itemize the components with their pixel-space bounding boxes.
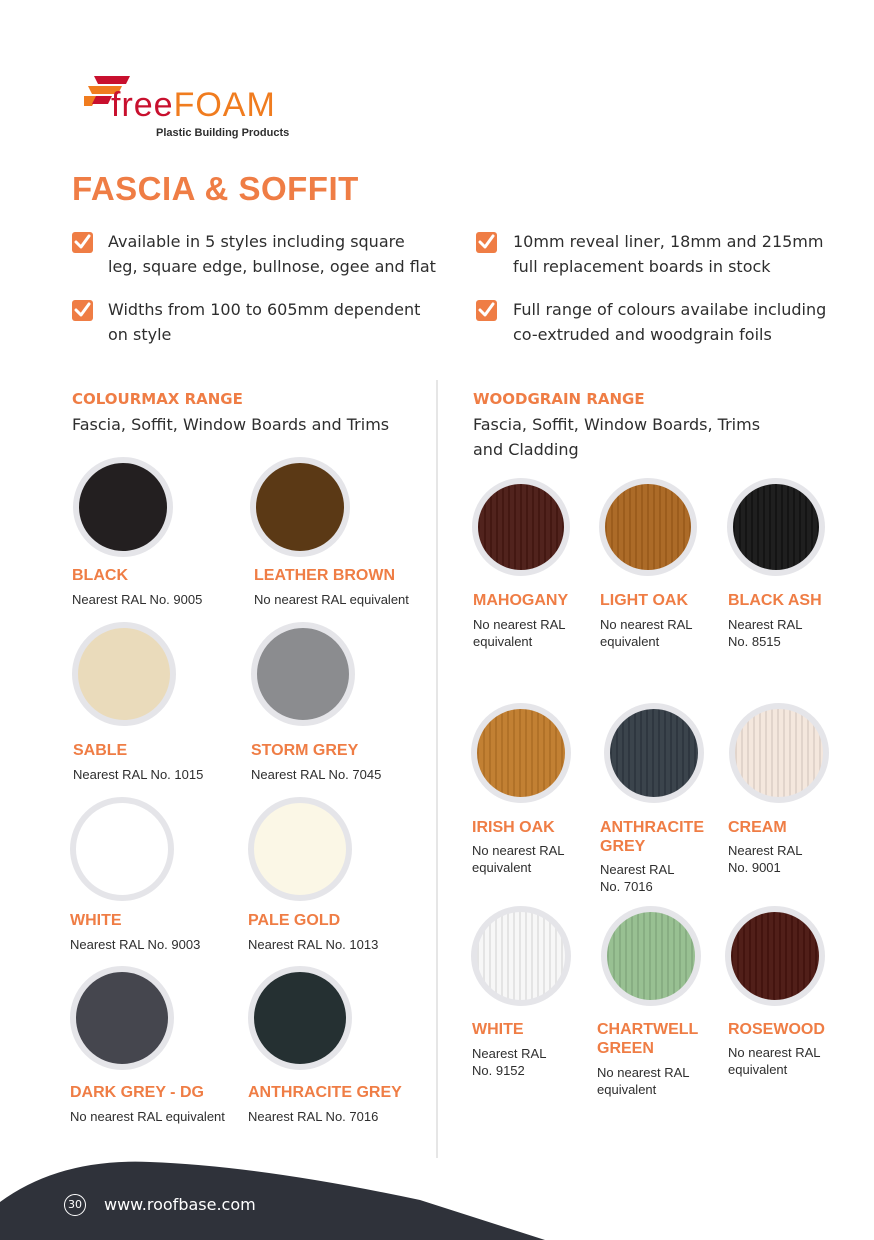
swatch-ral-line: No nearest RAL [473,617,566,632]
page-title: FASCIA & SOFFIT [72,170,359,207]
feature-line: leg, square edge, bullnose, ogee and flat [108,257,436,276]
swatch-ral [728,842,802,876]
freefoam-logo-wordmark [111,88,276,122]
woodgrain-range-subtitle [473,412,760,462]
logo-tagline: Plastic Building Products [156,127,290,139]
swatch-ral-line: No. 9152 [472,1063,525,1078]
swatch-name: WHITE [472,1021,524,1038]
swatch-ral: Nearest RAL No. 7045 [251,767,382,782]
feature-line: Full range of colours availabe including [513,300,827,319]
footer-url: www.roofbase.com [104,1195,256,1214]
feature-line: co-extruded and woodgrain foils [513,325,772,344]
swatch-ral-line: No nearest RAL [600,617,693,632]
swatch-ral-line: Nearest RAL [472,1046,547,1061]
logo-word-free: free [111,86,174,124]
woodgrain-swatch [471,906,571,1006]
colour-swatch [251,622,355,726]
swatch-ral [600,861,674,895]
swatch-ral-line: No. 9001 [728,860,781,875]
swatch-ral [728,1044,821,1078]
swatch-ral: Nearest RAL No. 9003 [70,937,201,952]
swatch-ral-line: equivalent [597,1082,657,1097]
swatch-name: WHITE [70,912,122,929]
swatch-name [600,818,704,856]
swatch-name [597,1020,698,1058]
swatch-name: ANTHRACITE GREY [248,1084,402,1101]
swatch-ral [472,842,565,876]
logo-word-foam: FOAM [173,86,276,124]
column-divider [436,380,438,1158]
swatch-ral-line: Nearest RAL [728,617,803,632]
swatch-name-line: GREEN [597,1040,654,1057]
colour-swatch [70,966,174,1070]
woodgrain-range-title: WOODGRAIN RANGE [473,390,645,408]
woodgrain-swatch [604,703,704,803]
page-number: 30 [64,1194,86,1216]
colourmax-range-title: COLOURMAX RANGE [72,390,243,408]
colour-swatch [73,457,173,557]
swatch-name-line: ANTHRACITE [600,819,704,836]
checkmark-icon [72,300,93,321]
swatch-ral: No nearest RAL equivalent [70,1109,225,1124]
swatch-ral [472,1045,546,1079]
swatch-name: IRISH OAK [472,819,555,836]
swatch-ral-line: No nearest RAL [728,1045,821,1060]
swatch-ral-line: Nearest RAL [600,862,675,877]
feature-line: 10mm reveal liner, 18mm and 215mm [513,232,824,251]
colour-swatch [250,457,350,557]
swatch-ral [728,616,802,650]
colour-swatch [248,966,352,1070]
swatch-ral [597,1064,690,1098]
swatch-ral-line: equivalent [600,634,660,649]
swatch-ral-line: No nearest RAL [472,843,565,858]
checkmark-icon [476,232,497,253]
subtitle-line: and Cladding [473,440,579,459]
colour-swatch [70,797,174,901]
swatch-ral-line: equivalent [473,634,533,649]
swatch-ral-line: Nearest RAL [728,843,803,858]
feature-line: Available in 5 styles including square [108,232,405,251]
swatch-ral-line: No. 7016 [600,879,653,894]
swatch-name: BLACK [72,567,128,584]
swatch-ral-line: No. 8515 [728,634,781,649]
swatch-ral-line: No nearest RAL [597,1065,690,1080]
swatch-ral [600,616,693,650]
woodgrain-swatch [601,906,701,1006]
checkmark-icon [476,300,497,321]
woodgrain-swatch [727,478,825,576]
colour-swatch [72,622,176,726]
feature-item [108,229,448,279]
subtitle-line: Fascia, Soffit, Window Boards, Trims [473,415,761,434]
swatch-ral [473,616,566,650]
feature-item [513,229,853,279]
swatch-ral-line: equivalent [728,1062,788,1077]
feature-item [513,297,853,347]
swatch-ral: No nearest RAL equivalent [254,592,409,607]
feature-item [108,297,448,347]
swatch-ral: Nearest RAL No. 9005 [72,592,203,607]
swatch-name: SABLE [73,742,128,759]
woodgrain-swatch [729,703,829,803]
swatch-ral: Nearest RAL No. 7016 [248,1109,379,1124]
swatch-name-line: GREY [600,838,646,855]
checkmark-icon [72,232,93,253]
swatch-ral: Nearest RAL No. 1015 [73,767,204,782]
swatch-name: DARK GREY - DG [70,1084,204,1101]
woodgrain-swatch [599,478,697,576]
swatch-name: CREAM [728,819,787,836]
swatch-name: PALE GOLD [248,912,341,929]
swatch-name: LEATHER BROWN [254,567,396,584]
woodgrain-swatch [471,703,571,803]
feature-line: Widths from 100 to 605mm dependent [108,300,421,319]
swatch-name-line: CHARTWELL [597,1021,699,1038]
swatch-name: BLACK ASH [728,592,822,609]
feature-line: full replacement boards in stock [513,257,771,276]
swatch-name: MAHOGANY [473,592,569,609]
woodgrain-swatch [725,906,825,1006]
woodgrain-swatch [472,478,570,576]
swatch-ral: Nearest RAL No. 1013 [248,937,379,952]
colour-swatch [248,797,352,901]
colourmax-range-subtitle: Fascia, Soffit, Window Boards and Trims [72,415,390,434]
swatch-name: STORM GREY [251,742,359,759]
swatch-name: LIGHT OAK [600,592,688,609]
swatch-ral-line: equivalent [472,860,532,875]
swatch-name: ROSEWOOD [728,1021,825,1038]
feature-line: on style [108,325,172,344]
